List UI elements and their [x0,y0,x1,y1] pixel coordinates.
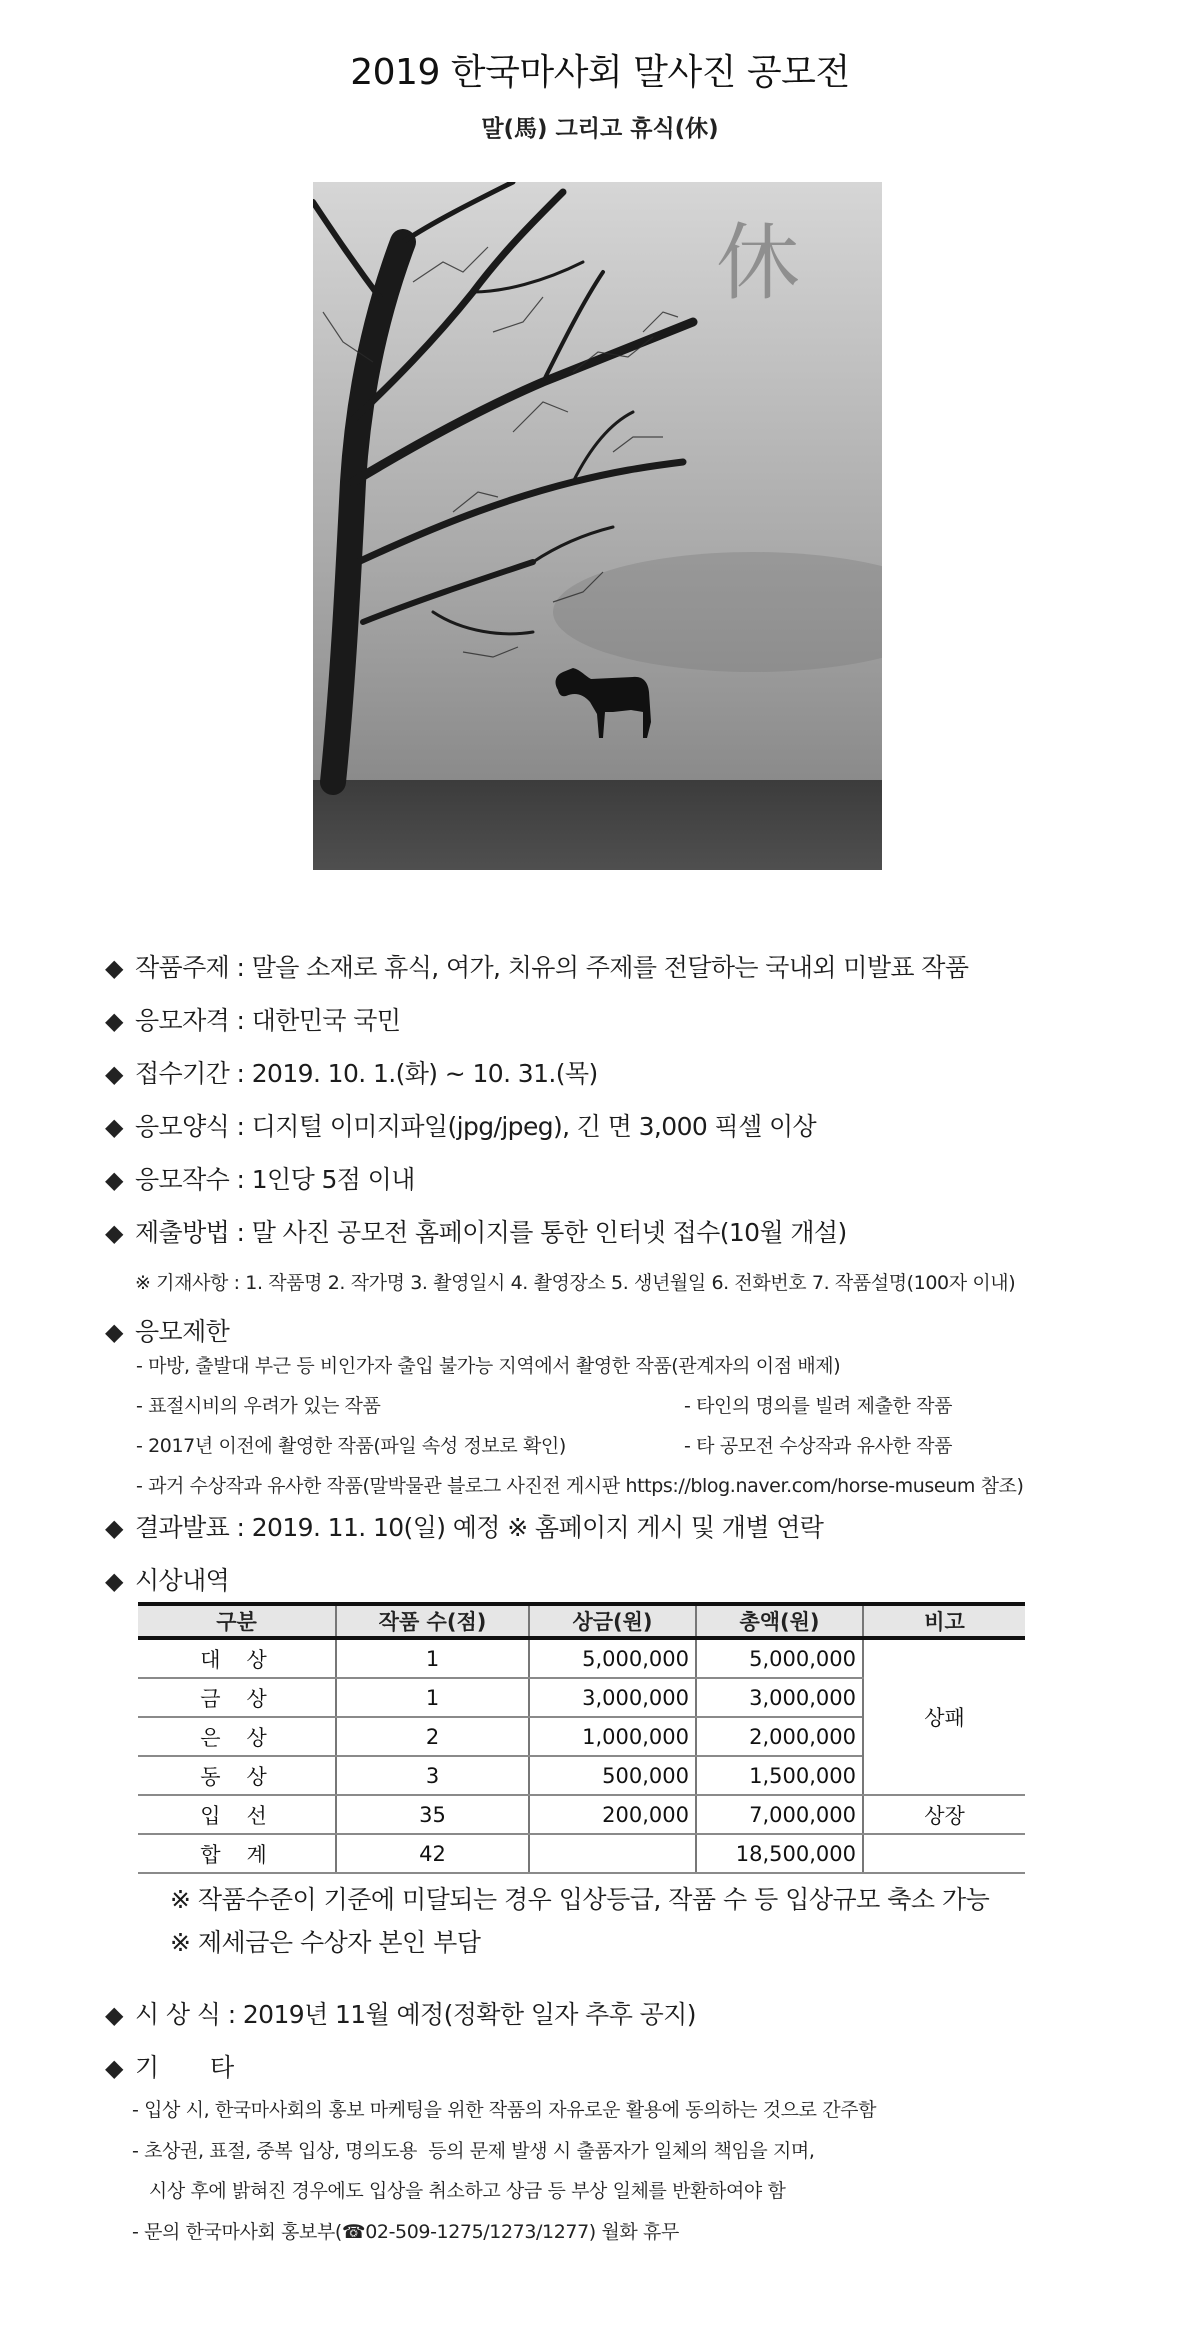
row-total: 7,000,000 [696,1795,863,1834]
row-category: 금상 [138,1678,336,1717]
header-prize: 상금(원) [529,1604,696,1638]
etc-title: 기 타 [135,2053,234,2082]
diamond-bullet-icon: ◆ [105,1007,123,1035]
section-theme [105,948,968,984]
row-total: 1,500,000 [696,1756,863,1795]
row-count: 2 [336,1717,529,1756]
table-row [138,1638,1025,1678]
restriction-item: - 타인의 명의를 빌려 제출한 작품 [684,1395,953,1417]
diamond-bullet-icon: ◆ [105,1113,123,1141]
theme-text: 작품주제 : 말을 소재로 휴식, 여가, 치유의 주제를 전달하는 국내외 미발표 작품 [135,953,969,982]
diamond-bullet-icon: ◆ [105,1514,123,1542]
section-ceremony [105,1995,696,2031]
restrictions-title: 응모제한 [135,1317,230,1346]
section-results [105,1508,823,1544]
header-count: 작품 수(점) [336,1604,529,1638]
results-text: 결과발표 : 2019. 11. 10(일) 예정 ※ 홈페이지 게시 및 개별 연락 [135,1513,824,1542]
method-note: ※ 기재사항 : 1. 작품명 2. 작가명 3. 촬영일시 4. 촬영장소 5. 생년월일 6. 전화번호 7. 작품설명(100자 이내) [135,1272,1016,1294]
diamond-bullet-icon: ◆ [105,954,123,982]
diamond-bullet-icon: ◆ [105,2001,123,2029]
row-category: 동상 [138,1756,336,1795]
diamond-bullet-icon: ◆ [105,2054,123,2082]
format-text: 응모양식 : 디지털 이미지파일(jpg/jpeg), 긴 면 3,000 픽셀 이상 [135,1112,817,1141]
row-category: 은상 [138,1717,336,1756]
table-note: ※ 제세금은 수상자 본인 부담 [170,1928,481,1957]
row-total: 18,500,000 [696,1834,863,1873]
diamond-bullet-icon: ◆ [105,1567,123,1595]
period-text: 접수기간 : 2019. 10. 1.(화) ~ 10. 31.(목) [135,1059,598,1088]
diamond-bullet-icon: ◆ [105,1219,123,1247]
section-awards [105,1561,229,1597]
row-total: 3,000,000 [696,1678,863,1717]
awards-title: 시상내역 [135,1566,230,1595]
restriction-item: - 과거 수상작과 유사한 작품(말박물관 블로그 사진전 게시판 https://blog.naver.com/horse-museum 참조) [136,1475,1024,1497]
table-row-total [138,1834,1025,1873]
row-prize: 1,000,000 [529,1717,696,1756]
etc-item-contact: - 문의 한국마사회 홍보부(☎02-509-1275/1273/1277) 월화 휴무 [132,2221,679,2243]
poster-photo [313,182,882,870]
section-etc [105,2048,234,2084]
restriction-item: - 표절시비의 우려가 있는 작품 [136,1395,381,1417]
section-method [105,1213,847,1249]
ceremony-text: 시 상 식 : 2019년 11월 예정(정확한 일자 추후 공지) [135,2000,696,2029]
header-total: 총액(원) [696,1604,863,1638]
row-count: 1 [336,1678,529,1717]
row-prize: 200,000 [529,1795,696,1834]
restriction-item: - 2017년 이전에 촬영한 작품(파일 속성 정보로 확인) [136,1435,566,1457]
row-count: 35 [336,1795,529,1834]
row-count: 1 [336,1638,529,1678]
overlay-character: 休 [715,214,801,312]
row-total: 5,000,000 [696,1638,863,1678]
section-period [105,1054,598,1090]
row-prize: 3,000,000 [529,1678,696,1717]
row-category: 입선 [138,1795,336,1834]
row-category: 대상 [138,1638,336,1678]
section-format [105,1107,816,1143]
eligibility-text: 응모자격 : 대한민국 국민 [135,1006,401,1035]
row-prize: 5,000,000 [529,1638,696,1678]
row-prize [529,1834,696,1873]
remark-certificate: 상장 [863,1795,1025,1834]
section-restrictions [105,1312,229,1348]
page-title: 2019 한국마사회 말사진 공모전 [350,52,850,93]
diamond-bullet-icon: ◆ [105,1318,123,1346]
restriction-item: - 타 공모전 수상작과 유사한 작품 [684,1435,953,1457]
etc-item: - 초상권, 표절, 중복 입상, 명의도용 등의 문제 발생 시 출품자가 일체의 책임을 지며, [132,2140,815,2162]
page-subtitle: 말(馬) 그리고 휴식(休) [481,116,719,142]
row-count: 3 [336,1756,529,1795]
section-eligibility [105,1001,400,1037]
row-remark-empty [863,1834,1025,1873]
table-note: ※ 작품수준이 기준에 미달되는 경우 입상등급, 작품 수 등 입상규모 축소 가능 [170,1885,990,1914]
etc-item: 시상 후에 밝혀진 경우에도 입상을 취소하고 상금 등 부상 일체를 반환하여야 함 [132,2180,786,2202]
diamond-bullet-icon: ◆ [105,1060,123,1088]
etc-item: - 입상 시, 한국마사회의 홍보 마케팅을 위한 작품의 자유로운 활용에 동의하는 것으로 간주함 [132,2099,877,2121]
row-prize: 500,000 [529,1756,696,1795]
prize-table [138,1602,1025,1874]
table-header-row [138,1604,1025,1638]
method-text: 제출방법 : 말 사진 공모전 홈페이지를 통한 인터넷 접수(10월 개설) [135,1218,847,1247]
section-count [105,1160,415,1196]
remark-plaque: 상패 [863,1638,1025,1795]
row-count: 42 [336,1834,529,1873]
row-category: 합계 [138,1834,336,1873]
diamond-bullet-icon: ◆ [105,1166,123,1194]
header-category: 구분 [138,1604,336,1638]
count-text: 응모작수 : 1인당 5점 이내 [135,1165,415,1194]
header-remark: 비고 [863,1604,1025,1638]
row-total: 2,000,000 [696,1717,863,1756]
table-row [138,1795,1025,1834]
restriction-item: - 마방, 출발대 부근 등 비인가자 출입 불가능 지역에서 촬영한 작품(관계자의 이점 배제) [136,1355,841,1377]
